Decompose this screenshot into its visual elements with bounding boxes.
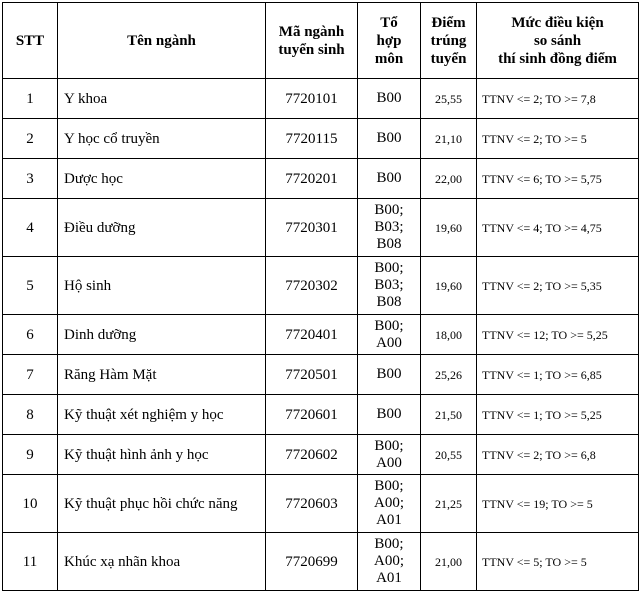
row-major-code: 7720601: [266, 395, 358, 435]
row-tiebreak-condition: TTNV <= 2; TO >= 5: [477, 119, 639, 159]
table-row: [3, 355, 639, 395]
row-stt: 8: [3, 395, 58, 435]
row-tiebreak-condition: TTNV <= 2; TO >= 5,35: [477, 257, 639, 315]
row-tiebreak-condition: TTNV <= 6; TO >= 5,75: [477, 159, 639, 199]
subject-combo-code: B00;: [374, 437, 404, 454]
row-major-code: 7720201: [266, 159, 358, 199]
table-body: [3, 79, 639, 591]
row-cutoff-score: 19,60: [421, 199, 477, 257]
row-tiebreak-condition: TTNV <= 12; TO >= 5,25: [477, 315, 639, 355]
row-stt: 10: [3, 475, 58, 533]
row-stt: 3: [3, 159, 58, 199]
row-subject-combo: [358, 475, 421, 533]
table-row: [3, 159, 639, 199]
row-cutoff-score: 20,55: [421, 435, 477, 475]
row-major-code: 7720501: [266, 355, 358, 395]
table-row: [3, 199, 639, 257]
subject-combo-code: B00;: [374, 260, 404, 276]
subject-combo-code: B00: [376, 366, 402, 382]
row-cutoff-score: 22,00: [421, 159, 477, 199]
table-row: [3, 119, 639, 159]
row-major-name: Hộ sinh: [58, 257, 266, 315]
subject-combo-code: A00: [376, 454, 402, 471]
table-row: [3, 315, 639, 355]
row-cutoff-score: 25,26: [421, 355, 477, 395]
row-tiebreak-condition: TTNV <= 1; TO >= 6,85: [477, 355, 639, 395]
subject-combo-code: B08: [376, 294, 402, 310]
row-stt: 9: [3, 435, 58, 475]
table-header: [3, 3, 639, 79]
row-stt: 4: [3, 199, 58, 257]
row-subject-combo: [358, 79, 421, 119]
subject-combo-code: B00;: [374, 478, 404, 494]
row-cutoff-score: 21,10: [421, 119, 477, 159]
row-cutoff-score: 21,50: [421, 395, 477, 435]
row-subject-combo: [358, 159, 421, 199]
row-stt: 7: [3, 355, 58, 395]
row-stt: 2: [3, 119, 58, 159]
subject-combo-code: B08: [376, 236, 402, 252]
row-tiebreak-condition: TTNV <= 5; TO >= 5: [477, 533, 639, 591]
row-stt: 6: [3, 315, 58, 355]
row-cutoff-score: 25,55: [421, 79, 477, 119]
admission-scores-table: [2, 2, 639, 591]
row-major-name: Dược học: [58, 159, 266, 199]
row-tiebreak-condition: TTNV <= 1; TO >= 5,25: [477, 395, 639, 435]
row-tiebreak-condition: TTNV <= 2; TO >= 6,8: [477, 435, 639, 475]
subject-combo-code: B03;: [374, 277, 404, 293]
row-major-code: 7720301: [266, 199, 358, 257]
row-cutoff-score: 21,00: [421, 533, 477, 591]
table-row: [3, 257, 639, 315]
row-major-name: Kỹ thuật hình ảnh y học: [58, 435, 266, 475]
subject-combo-code: B00;: [374, 536, 404, 552]
row-subject-combo: [358, 435, 421, 475]
header-subject-combo: Tổ hợp môn: [358, 3, 421, 79]
row-subject-combo: [358, 395, 421, 435]
subject-combo-code: A00: [376, 334, 402, 351]
row-tiebreak-condition: TTNV <= 19; TO >= 5: [477, 475, 639, 533]
row-stt: 5: [3, 257, 58, 315]
row-stt: 1: [3, 79, 58, 119]
table-row: [3, 79, 639, 119]
row-cutoff-score: 21,25: [421, 475, 477, 533]
subject-combo-code: A01: [376, 570, 402, 586]
header-stt: STT: [3, 3, 58, 79]
row-major-name: Kỹ thuật phục hồi chức năng: [58, 475, 266, 533]
header-major-code: Mã ngành tuyển sinh: [266, 3, 358, 79]
row-major-code: 7720401: [266, 315, 358, 355]
row-major-name: Răng Hàm Mặt: [58, 355, 266, 395]
subject-combo-code: A00;: [374, 553, 404, 569]
row-major-code: 7720302: [266, 257, 358, 315]
header-tiebreak-condition: Mức điều kiện so sánh thí sinh đồng điểm: [477, 3, 639, 79]
row-major-code: 7720101: [266, 79, 358, 119]
row-major-code: 7720115: [266, 119, 358, 159]
row-subject-combo: [358, 119, 421, 159]
subject-combo-code: B00: [376, 406, 402, 422]
row-major-name: Dinh dưỡng: [58, 315, 266, 355]
subject-combo-code: B03;: [374, 219, 404, 235]
header-cutoff-score: Điểm trúng tuyển: [421, 3, 477, 79]
header-row: [3, 3, 639, 79]
row-cutoff-score: 18,00: [421, 315, 477, 355]
row-major-code: 7720603: [266, 475, 358, 533]
subject-combo-code: B00: [376, 170, 402, 186]
row-tiebreak-condition: TTNV <= 2; TO >= 7,8: [477, 79, 639, 119]
table-row: [3, 533, 639, 591]
row-major-name: Y học cổ truyền: [58, 119, 266, 159]
row-stt: 11: [3, 533, 58, 591]
row-major-code: 7720699: [266, 533, 358, 591]
header-major-name: Tên ngành: [58, 3, 266, 79]
row-subject-combo: [358, 315, 421, 355]
row-subject-combo: [358, 355, 421, 395]
row-cutoff-score: 19,60: [421, 257, 477, 315]
row-tiebreak-condition: TTNV <= 4; TO >= 4,75: [477, 199, 639, 257]
row-major-name: Khúc xạ nhãn khoa: [58, 533, 266, 591]
row-major-code: 7720602: [266, 435, 358, 475]
table-row: [3, 435, 639, 475]
table-row: [3, 395, 639, 435]
subject-combo-code: B00: [376, 90, 402, 106]
row-major-name: Điều dưỡng: [58, 199, 266, 257]
row-subject-combo: [358, 199, 421, 257]
table-row: [3, 475, 639, 533]
row-major-name: Y khoa: [58, 79, 266, 119]
subject-combo-code: A00;: [374, 495, 404, 511]
row-major-name: Kỹ thuật xét nghiệm y học: [58, 395, 266, 435]
subject-combo-code: B00: [376, 130, 402, 146]
row-subject-combo: [358, 533, 421, 591]
subject-combo-code: B00;: [374, 202, 404, 218]
subject-combo-code: B00;: [374, 317, 404, 334]
subject-combo-code: A01: [376, 512, 402, 528]
row-subject-combo: [358, 257, 421, 315]
